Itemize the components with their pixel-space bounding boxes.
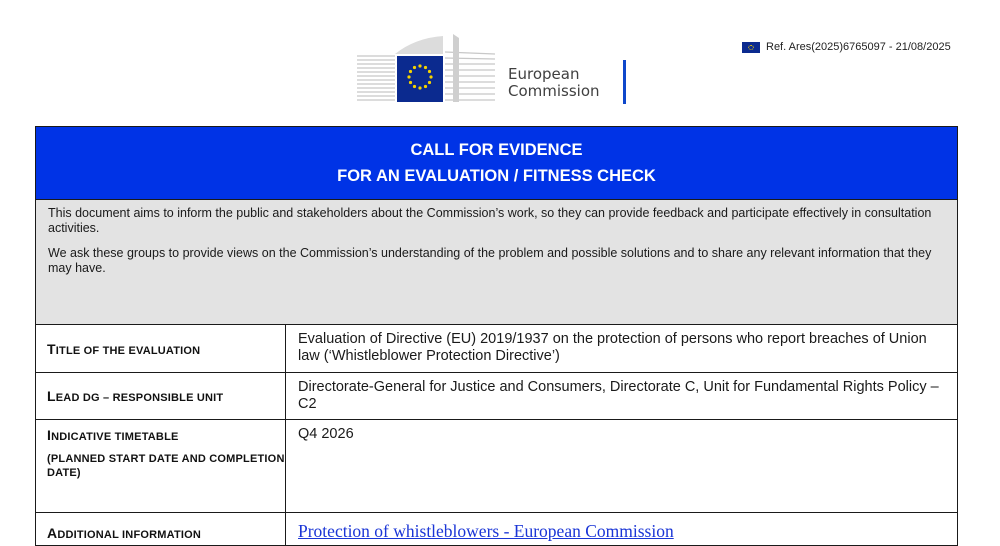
row-label: ADDITIONAL INFORMATION — [36, 513, 286, 546]
table-row-additional-info — [36, 513, 957, 546]
reference-stamp — [742, 40, 951, 54]
row-value: Directorate-General for Justice and Consumers, Directorate C, Unit for Fundamental Rights Policy – C2 — [298, 379, 939, 412]
european-commission-logo — [355, 32, 645, 110]
row-label: LEAD DG – RESPONSIBLE UNIT — [36, 373, 286, 419]
intro-section — [36, 200, 957, 325]
intro-paragraph-1: This document aims to inform the public and stakeholders about the Commission’s work, so they can provide feedback and participate effectively in consultation activities. — [48, 206, 932, 235]
row-value — [286, 513, 957, 546]
header-title: CALL FOR EVIDENCE — [410, 141, 583, 159]
row-value: Evaluation of Directive (EU) 2019/1937 on the protection of persons who report breaches of Union law (‘Whistleblower Protection Directive’) — [298, 331, 927, 364]
reference-number: Ref. Ares(2025)6765097 - 21/08/2025 — [766, 41, 951, 53]
eu-flag-icon — [742, 42, 760, 53]
table-row-lead-dg — [36, 373, 957, 420]
intro-paragraph-2: We ask these groups to provide views on the Commission’s understanding of the problem and possible solutions and to share any relevant information that they may have. — [48, 246, 932, 275]
table-row-title — [36, 325, 957, 373]
logo-line-2: Commission — [508, 82, 600, 100]
logo-wordmark — [508, 66, 600, 100]
berlaymont-flag-icon — [355, 32, 505, 110]
table-header — [36, 127, 957, 200]
call-for-evidence-table — [35, 126, 958, 546]
header-subtitle: FOR AN EVALUATION / FITNESS CHECK — [337, 167, 656, 185]
table-row-timetable — [36, 420, 957, 513]
row-value: Q4 2026 — [298, 426, 354, 442]
whistleblowers-link[interactable]: Protection of whistleblowers - European Commission — [298, 521, 674, 541]
logo-divider — [623, 60, 626, 104]
row-label-sub: (PLANNED START DATE AND COMPLETION DATE) — [47, 453, 285, 479]
row-label: TITLE OF THE EVALUATION — [36, 325, 286, 372]
logo-line-1: European — [508, 65, 580, 83]
row-label: INDICATIVE TIMETABLE (PLANNED START DATE AND COMPLETION DATE) — [36, 420, 286, 512]
